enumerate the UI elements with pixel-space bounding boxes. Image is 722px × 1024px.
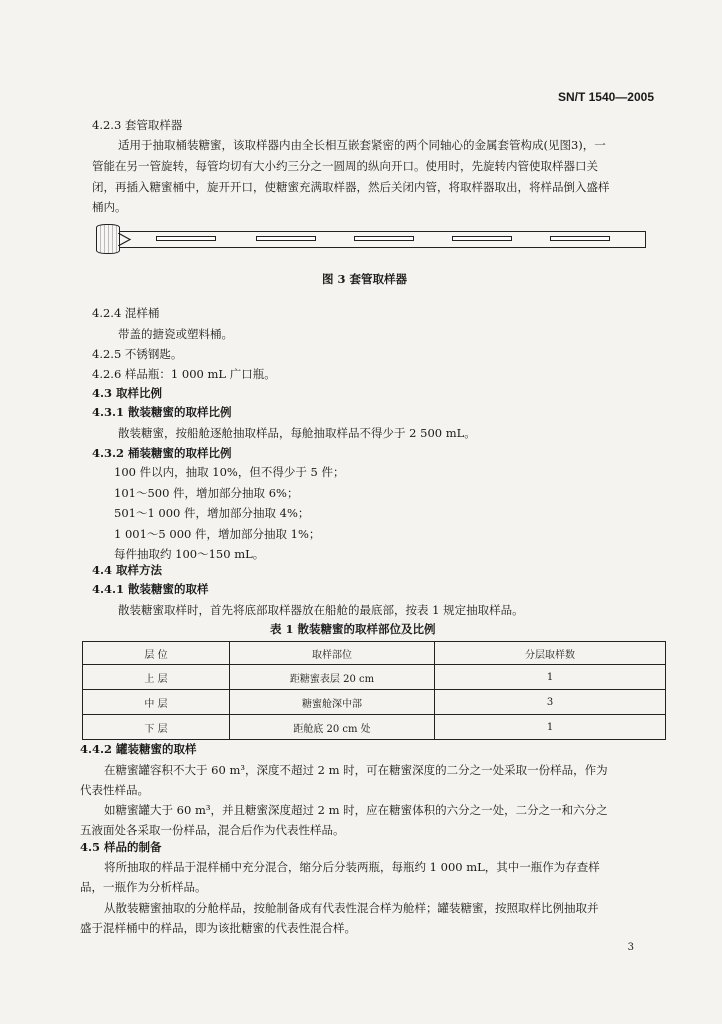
sampler-opening-icon bbox=[118, 233, 132, 246]
section-heading-4-2-3: 4.2.3 套管取样器 bbox=[92, 118, 183, 132]
list-item: 101～500 件，增加部分抽取 6%； bbox=[114, 486, 299, 500]
section-heading-4-3-1: 4.3.1 散装糖蜜的取样比例 bbox=[92, 405, 232, 419]
table-caption: 表 1 散装糖蜜的取样部位及比例 bbox=[270, 622, 436, 636]
figure-caption: 图 3 套管取样器 bbox=[322, 272, 408, 286]
table-header-cell: 取样部位 bbox=[230, 642, 435, 665]
table-cell: 糖蜜舱深中部 bbox=[230, 690, 435, 715]
paragraph-line: 闭，再插入糖蜜桶中，旋开开口，使糖蜜充满取样器，然后关闭内管，将取样器取出，将样品倒入盛样 bbox=[92, 180, 610, 194]
section-heading-4-4-2: 4.4.2 罐装糖蜜的取样 bbox=[80, 742, 197, 756]
sampler-handle-icon bbox=[96, 224, 120, 254]
section-heading-4-3-2: 4.3.2 桶装糖蜜的取样比例 bbox=[92, 446, 232, 460]
paragraph-line: 代表性样品。 bbox=[80, 783, 149, 797]
paragraph-line: 散装糖蜜取样时，首先将底部取样器放在船舱的最底部，按表 1 规定抽取样品。 bbox=[118, 603, 524, 617]
paragraph-line: 五液面处各采取一份样品，混合后作为代表性样品。 bbox=[80, 823, 345, 837]
list-item: 每件抽取约 100～150 mL。 bbox=[114, 547, 265, 561]
paragraph-line: 在糖蜜罐容积不大于 60 m³，深度不超过 2 m 时，可在糖蜜深度的二分之一处采取一份样品，作为 bbox=[104, 763, 608, 777]
paragraph-line: 管能在另一管旋转，每管均切有大小约三分之一圆周的纵向开口。使用时，先旋转内管使取样器口关 bbox=[92, 159, 598, 173]
list-item: 501～1 000 件，增加部分抽取 4%； bbox=[114, 506, 310, 520]
table-header-cell: 分层取样数 bbox=[435, 642, 666, 665]
table-row bbox=[83, 715, 666, 740]
table-row bbox=[83, 665, 666, 690]
section-heading-4-4: 4.4 取样方法 bbox=[92, 563, 163, 577]
table-cell: 距舱底 20 cm 处 bbox=[230, 715, 435, 740]
table-cell: 1 bbox=[435, 665, 666, 690]
table-header-cell: 层 位 bbox=[83, 642, 230, 665]
table-row bbox=[83, 690, 666, 715]
paragraph-line: 将所抽取的样品于混样桶中充分混合，缩分后分装两瓶，每瓶约 1 000 mL，其中一瓶作为存查样 bbox=[104, 860, 600, 874]
section-heading-4-2-6: 4.2.6 样品瓶：1 000 mL 广口瓶。 bbox=[92, 367, 276, 381]
doc-code: SN/T 1540—2005 bbox=[557, 90, 654, 104]
paragraph-line: 如糖蜜罐大于 60 m³，并且糖蜜深度超过 2 m 时，应在糖蜜体积的六分之一处，二分之一和六分之 bbox=[104, 803, 608, 817]
section-heading-4-5: 4.5 样品的制备 bbox=[80, 840, 162, 854]
paragraph-line: 散装糖蜜，按船舱逐舱抽取样品，每舱抽取样品不得少于 2 500 mL。 bbox=[118, 426, 476, 440]
table-cell: 中 层 bbox=[83, 690, 230, 715]
paragraph-line: 桶内。 bbox=[92, 200, 127, 214]
sampler-slot bbox=[156, 236, 216, 241]
paragraph-line: 品，一瓶作为分析样品。 bbox=[80, 880, 207, 894]
section-heading-4-4-1: 4.4.1 散装糖蜜的取样 bbox=[92, 582, 209, 596]
sampling-table bbox=[82, 641, 666, 740]
paragraph-line: 盛于混样桶中的样品，即为该批糖蜜的代表性混合样。 bbox=[80, 921, 356, 935]
list-item: 100 件以内，抽取 10%，但不得少于 5 件； bbox=[114, 465, 345, 479]
list-item: 1 001～5 000 件，增加部分抽取 1%； bbox=[114, 527, 321, 541]
section-heading-4-3: 4.3 取样比例 bbox=[92, 386, 163, 400]
sampler-slot bbox=[354, 236, 414, 241]
sleeve-sampler-figure bbox=[92, 222, 652, 262]
page-number: 3 bbox=[627, 942, 634, 953]
sampler-slot bbox=[452, 236, 512, 241]
table-cell: 3 bbox=[435, 690, 666, 715]
table-header-row bbox=[83, 642, 666, 665]
paragraph-line: 适用于抽取桶装糖蜜，该取样器内由全长相互嵌套紧密的两个同轴心的金属套管构成(见图3)，一 bbox=[118, 138, 606, 152]
section-heading-4-2-5: 4.2.5 不锈钢匙。 bbox=[92, 347, 183, 361]
table-cell: 距糖蜜表层 20 cm bbox=[230, 665, 435, 690]
sampler-slot bbox=[550, 236, 610, 241]
table-cell: 上 层 bbox=[83, 665, 230, 690]
table-cell: 下 层 bbox=[83, 715, 230, 740]
table-cell: 1 bbox=[435, 715, 666, 740]
paragraph-line: 带盖的搪瓷或塑料桶。 bbox=[118, 327, 233, 341]
sampler-slot bbox=[256, 236, 316, 241]
section-heading-4-2-4: 4.2.4 混样桶 bbox=[92, 306, 160, 320]
paragraph-line: 从散装糖蜜抽取的分舱样品，按舱制备成有代表性混合样为舱样；罐装糖蜜，按照取样比例抽取并 bbox=[104, 901, 599, 915]
